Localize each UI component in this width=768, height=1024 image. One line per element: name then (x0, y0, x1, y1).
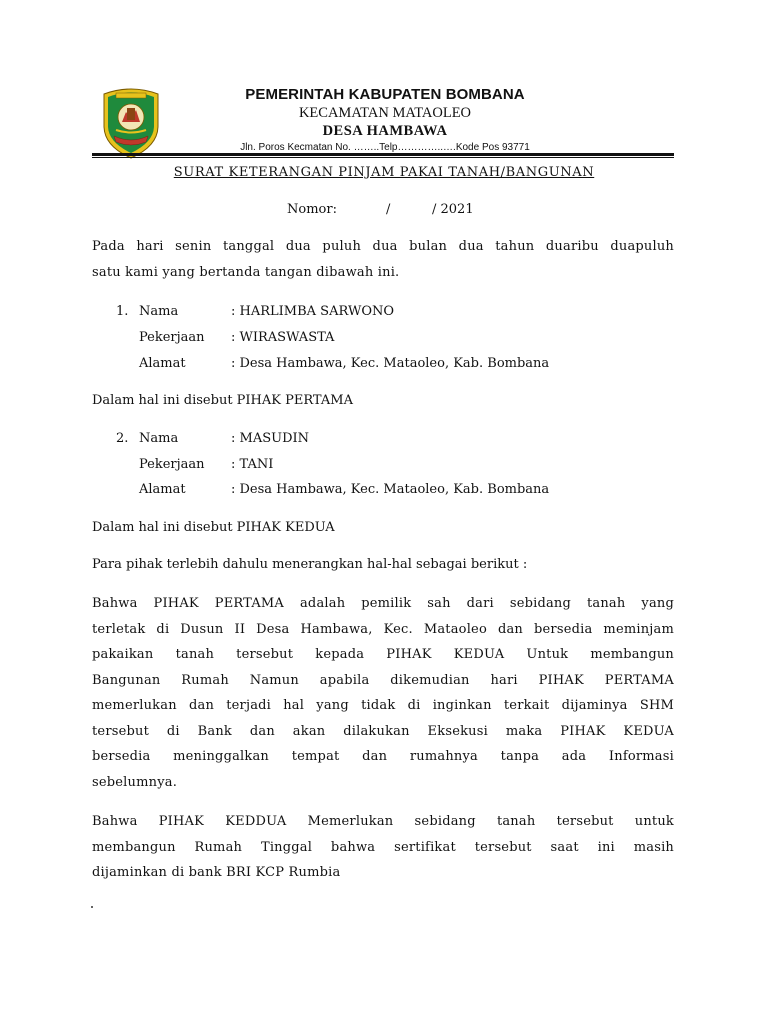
statement-line: Para pihak terlebih dahulu menerangkan hal-hal sebagai berikut : (92, 557, 528, 572)
letterhead-village: DESA HAMBAWA (322, 123, 448, 139)
letterhead-government: PEMERINTAH KABUPATEN BOMBANA (245, 86, 525, 103)
clause-1-line: Bangunan Rumah Namun apabila dikemudian hari PIHAK PERTAMA (92, 672, 674, 688)
party-1-occupation-label: Pekerjaan (139, 330, 205, 345)
party-2-address-value: : Desa Hambawa, Kec. Mataoleo, Kab. Bombana (231, 482, 550, 497)
party-2-number: 2. (116, 431, 129, 446)
clause-2-line: dijaminkan di bank BRI KCP Rumbia (92, 865, 341, 880)
party-2-address-label: Alamat (139, 482, 186, 497)
party-2-caption: Dalam hal ini disebut PIHAK KEDUA (92, 520, 335, 535)
clause-1-line: memerlukan dan terjadi hal yang tidak di inginkan terkait dijaminya SHM (92, 698, 674, 713)
regency-emblem-logo (100, 84, 162, 160)
party-1-name-value: : HARLIMBA SARWONO (231, 304, 395, 319)
clause-paragraph-1 (92, 591, 674, 795)
nomor-separator-1: / (386, 202, 391, 217)
clause-2-line: membangun Rumah Tinggal bahwa sertifikat tersebut saat ini masih (92, 839, 674, 855)
clause-paragraph-2 (92, 809, 674, 886)
party-2-name-label: Nama (139, 431, 179, 446)
clause-2-line: Bahwa PIHAK KEDDUA Memerlukan sebidang tanah tersebut untuk (92, 814, 674, 829)
party-1-name-label: Nama (139, 304, 179, 319)
letterhead-divider-thin (92, 157, 674, 158)
party-1-address-value: : Desa Hambawa, Kec. Mataoleo, Kab. Bombana (231, 356, 550, 371)
intro-line: Pada hari senin tanggal dua puluh dua bulan dua tahun duaribu duapuluh (92, 239, 674, 254)
party-2-occupation-value: : TANI (231, 457, 274, 472)
clause-1-line: Bahwa PIHAK PERTAMA adalah pemilik sah dari sebidang tanah yang (92, 596, 674, 611)
stray-period-mark (91, 906, 93, 908)
clause-1-line: terletak di Dusun II Desa Hambawa, Kec. Mataoleo dan bersedia meminjam (92, 621, 674, 637)
intro-paragraph (92, 234, 674, 285)
letterhead (170, 86, 600, 155)
nomor-label: Nomor: (287, 202, 337, 217)
letterhead-district: KECAMATAN MATAOLEO (298, 105, 472, 121)
party-1-occupation-value: : WIRASWASTA (231, 330, 335, 345)
document-title: SURAT KETERANGAN PINJAM PAKAI TANAH/BANGUNAN (173, 165, 595, 180)
party-2-occupation-label: Pekerjaan (139, 457, 205, 472)
clause-1-line: tersebut di Bank dan akan dilakukan Eksekusi maka PIHAK KEDUA (92, 723, 674, 739)
party-1-caption: Dalam hal ini disebut PIHAK PERTAMA (92, 393, 353, 408)
party-2-name-value: : MASUDIN (231, 431, 310, 446)
clause-1-line: bersedia meninggalkan tempat dan rumahnya tanpa ada Informasi (92, 749, 674, 764)
letterhead-address: Jln. Poros Kecmatan No. ……..Telp…………..….Kode Pos 93771 (240, 142, 530, 153)
intro-line: satu kami yang bertanda tangan dibawah ini. (92, 264, 400, 280)
clause-1-line: pakaikan tanah tersebut kepada PIHAK KEDUA Untuk membangun (92, 647, 674, 662)
party-1-number: 1. (116, 304, 129, 319)
nomor-separator-year: / 2021 (432, 202, 474, 217)
party-1-address-label: Alamat (139, 356, 186, 371)
clause-1-line: sebelumnya. (92, 774, 178, 790)
letterhead-divider-thick (92, 153, 674, 156)
